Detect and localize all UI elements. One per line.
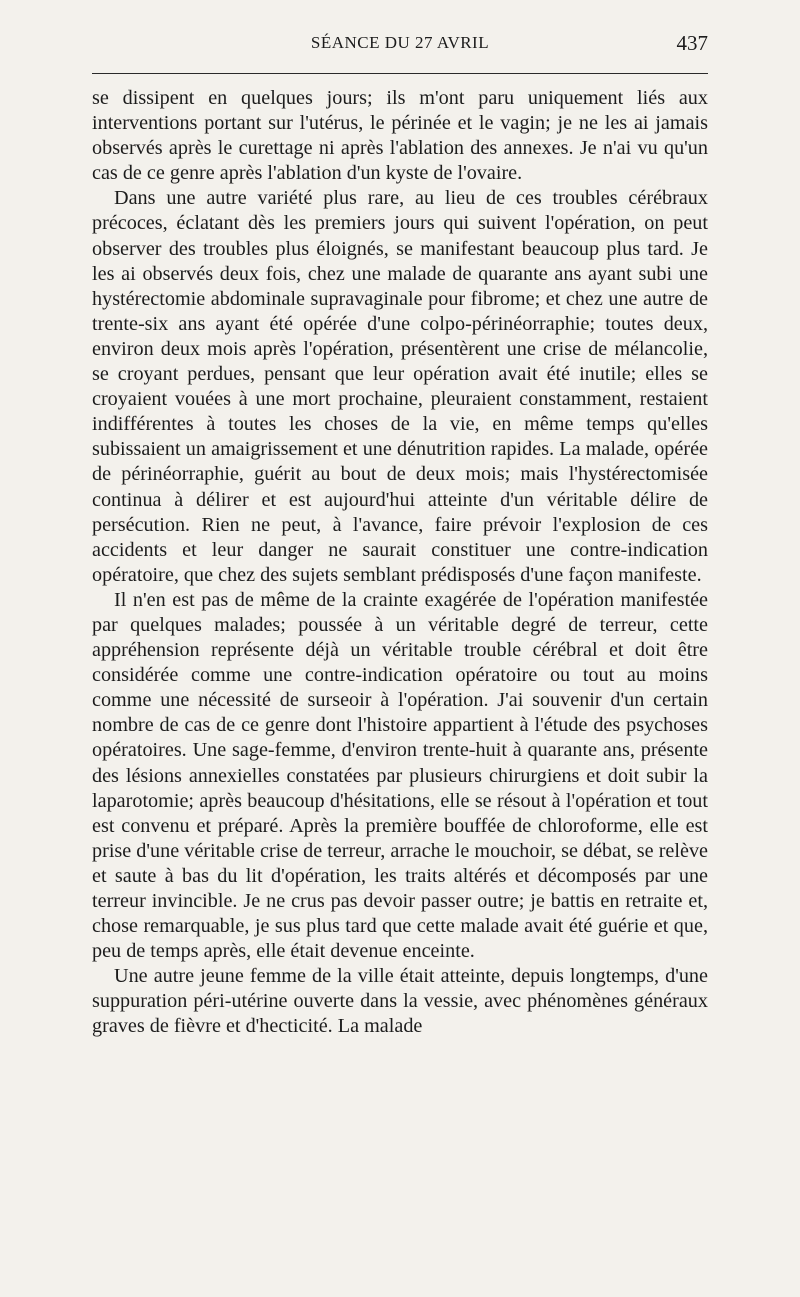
running-title: SÉANCE DU 27 AVRIL	[310, 33, 490, 52]
header-rule	[92, 73, 708, 74]
paragraph-3: Il n'en est pas de même de la crainte exagérée de l'opération manifestée par quelques malades; poussée à un véritable degré de terreur, cette appréhension représente déjà un véritable trouble cérébral et doit être considérée comme une contre-indication opératoire ou tout au moins comme une nécessité de surseoir à l'opération. J'ai souvenir d'un certain nombre de cas de ce genre dont l'histoire appartient à l'étude des psychoses opératoires. Une sage-femme, d'environ trente-huit à quarante ans, présente des lésions annexielles constatées par plusieurs chirurgiens et doit subir la laparotomie; après beaucoup d'hésitations, elle se résout à l'opération et tout est convenu et préparé. Après la première bouffée de chloroforme, elle est prise d'une véritable crise de terreur, arrache le mouchoir, se débat, se relève et saute à bas du lit d'opération, les traits altérés et décomposés par une terreur invincible. Je ne crus pas devoir passer outre; je battis en retraite et, chose remarquable, je sus plus tard que cette malade avait été guérie et que, peu de temps après, elle était devenue enceinte.	[92, 588, 708, 963]
paragraph-4: Une autre jeune femme de la ville était atteinte, depuis longtemps, d'une suppuration péri-utérine ouverte dans la vessie, avec phénomènes généraux graves de fièvre et d'hecticité. La malade	[92, 965, 708, 1038]
body-text	[92, 86, 708, 1040]
page-number: 437	[676, 31, 708, 55]
paragraph-2: Dans une autre variété plus rare, au lieu de ces troubles cérébraux précoces, éclatant dès les premiers jours qui suivent l'opération, on peut observer des troubles plus éloignés, se manifestant beaucoup plus tard. Je les ai observés deux fois, chez une malade de quarante ans ayant subi une hystérectomie abdominale supravaginale pour fibrome; et chez une autre de trente-six ans ayant été opérée d'une colpo-périnéorraphie; toutes deux, environ deux mois après l'opération, présentèrent une crise de mélancolie, se croyant perdues, pensant que leur opération avait été inutile; elles se croyaient vouées à une mort prochaine, pleuraient constamment, restaient indifférentes à toutes les choses de la vie, en même temps qu'elles subissaient un amaigrissement et une dénutrition rapides. La malade, opérée de périnéorraphie, guérit au bout de deux mois; mais l'hystérectomisée continua à délirer et est aujourd'hui atteinte d'un véritable délire de persécution. Rien ne peut, à l'avance, faire prévoir l'explosion de ces accidents et leur danger ne saurait constituer une contre-indication opératoire, que chez des sujets semblant prédisposés d'une façon manifeste.	[92, 187, 708, 586]
running-head	[92, 33, 708, 63]
paragraph-1: se dissipent en quelques jours; ils m'ont paru uniquement liés aux interventions portant sur l'utérus, le périnée et le vagin; je ne les ai jamais observés après le curettage ni après l'ablation des annexes. Je n'ai vu qu'un cas de ce genre après l'ablation d'un kyste de l'ovaire.	[92, 87, 708, 185]
